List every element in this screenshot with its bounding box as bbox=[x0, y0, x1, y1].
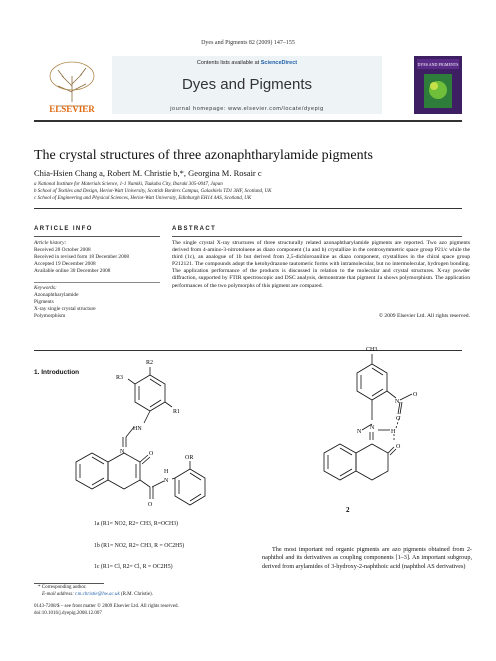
caption-1c: 1c (R1= Cl, R2= Cl, R = OC2H5) bbox=[94, 564, 173, 570]
journal-header bbox=[34, 56, 462, 114]
contents-line bbox=[112, 60, 382, 66]
ketone-o-label: O bbox=[149, 451, 154, 457]
azo-n-label: N bbox=[120, 449, 125, 455]
publisher-name: ELSEVIER bbox=[49, 104, 95, 114]
introduction-heading: 1. Introduction bbox=[34, 369, 80, 376]
amide-n-label: N bbox=[164, 478, 169, 484]
header-rule bbox=[34, 120, 462, 122]
keywords bbox=[34, 285, 164, 320]
r2-label: R2 bbox=[146, 360, 154, 366]
caption-1a: 1a (R1= NO2, R2= CH3, R=OCH3) bbox=[94, 521, 179, 527]
contents-prefix: Contents lists available at bbox=[196, 60, 261, 66]
issn-line: 0143-7208/$ – see front matter © 2009 Elsevier Ltd. All rights reserved. bbox=[34, 604, 179, 609]
history-item: Received in revised form 18 December 2008 bbox=[34, 254, 130, 261]
doi-line[interactable]: doi:10.1016/j.dyepig.2008.12.007 bbox=[34, 611, 102, 616]
nitro-o-label: O bbox=[396, 416, 401, 422]
article-title: The crystal structures of three azonaphtharylamide pigments bbox=[34, 148, 373, 163]
email-link[interactable]: r.m.christie@hw.ac.uk bbox=[75, 592, 120, 597]
keyword: Pigments bbox=[34, 299, 54, 306]
history-item: Available online 30 December 2008 bbox=[34, 268, 111, 275]
keyword: Azonaphtharylamide bbox=[34, 292, 79, 299]
keyword: X-ray single crystal structure bbox=[34, 306, 96, 313]
keyword-rule bbox=[34, 282, 160, 283]
r3-label: R3 bbox=[116, 375, 124, 381]
affiliation-c: c School of Engineering and Physical Sciences, Heriot-Watt University, Edinburgh EH14 4AS, Scotland, UK bbox=[34, 196, 252, 201]
ch3-label: CH3 bbox=[366, 347, 378, 353]
affiliation-a: a National Institute for Materials Science, 1-1 Namiki, Tsukuba City, Ibaraki 305-0047, Japan bbox=[34, 182, 223, 187]
or-label: OR bbox=[185, 455, 194, 461]
nh-label: HN bbox=[133, 426, 142, 432]
compound-2-label: 2 bbox=[346, 506, 350, 514]
sciencedirect-link[interactable]: ScienceDirect bbox=[260, 60, 298, 66]
affiliation-rule bbox=[34, 208, 462, 209]
r1-label: R1 bbox=[173, 409, 181, 415]
journal-banner bbox=[112, 56, 382, 114]
footnote-rule bbox=[34, 583, 104, 584]
corresponding-author-note: * Corresponding author. bbox=[38, 585, 87, 590]
history-item: Accepted 19 December 2008 bbox=[34, 261, 96, 268]
ketone-o2-label: O bbox=[396, 444, 401, 450]
hydrazone-n1-label: N bbox=[357, 429, 362, 435]
structure-2-diagram bbox=[290, 340, 470, 520]
authors: Chia-Hsien Chang a, Robert M. Christie b,*, Georgina M. Rosair c bbox=[34, 168, 262, 178]
hydrogen-label: H bbox=[391, 429, 396, 435]
keywords-label: Keywords: bbox=[34, 285, 57, 291]
email-suffix: (R.M. Christie). bbox=[119, 592, 153, 597]
abstract-copyright: © 2009 Elsevier Ltd. All rights reserved. bbox=[378, 313, 470, 319]
keyword: Polymorphism bbox=[34, 313, 66, 320]
nitro-n-label: N bbox=[395, 399, 400, 405]
email-label: E-mail address: bbox=[42, 592, 76, 597]
cover-title: DYES AND PIGMENTS bbox=[417, 62, 459, 67]
article-history bbox=[34, 240, 164, 275]
abstract-text: The single crystal X-ray structures of three structurally related azonaphtharylamide pigments are reported. Two azo pigments derived from 4-amino-3-nitrotoluene as diazo component (1a and b) crystallize in the centrosymmetric space group P21/c while the third (1c), an analogue of 1b but derived from 2,5-dichloroaniline as diazo component, crystallizes in the chiral space group P212121. The compounds adopt the ketohydrazone tautomeric forms with intramolecular, but no intermolecular, hydrogen bonding. The application performance of the products is discussed in relation to the molecular and crystal structures. X-ray powder diffraction, supported by FTIR spectroscopic and DSC analysis, demonstrate that pigment 1a shows polymorphism. The application performances of the two polymorphs of this pigment are compared. bbox=[172, 240, 470, 289]
info-rule bbox=[34, 236, 160, 237]
caption-1b: 1b (R1= NO2, R2= CH3, R = OC2H5) bbox=[94, 543, 185, 549]
journal-homepage[interactable]: journal homepage: www.elsevier.com/locate/dyepig bbox=[170, 106, 324, 112]
structure-1-diagram bbox=[30, 355, 250, 535]
hydrazone-n2-label: N bbox=[370, 425, 375, 431]
abstract-heading: ABSTRACT bbox=[172, 226, 217, 232]
elsevier-logo[interactable] bbox=[34, 56, 110, 114]
article-info-heading: ARTICLE INFO bbox=[34, 226, 93, 232]
history-label: Article history: bbox=[34, 240, 67, 246]
amide-h-label: H bbox=[164, 469, 169, 475]
journal-citation: Dyes and Pigments 82 (2009) 147–155 bbox=[201, 40, 295, 46]
abstract-rule bbox=[172, 236, 462, 237]
introduction-paragraph: The most important red organic pigments are azo pigments obtained from 2-naphthol and its derivatives as coupling components [1–3]. An important subgroup, derived from arylamides of 3-hydroxy-2-naphthoic acid (naphthol AS derivatives) bbox=[262, 546, 472, 570]
journal-title: Dyes and Pigments bbox=[181, 76, 313, 93]
email-note bbox=[42, 592, 153, 597]
nitro-o-minus-label: O bbox=[413, 392, 418, 398]
amide-o-label: O bbox=[148, 502, 153, 508]
affiliation-b: b School of Textiles and Design, Heriot-Watt University, Scottish Borders Campus, Galashiels TD1 3HF, Scotland, UK bbox=[34, 189, 272, 194]
history-item: Received 28 October 2008 bbox=[34, 247, 91, 254]
journal-cover-image bbox=[414, 56, 462, 114]
